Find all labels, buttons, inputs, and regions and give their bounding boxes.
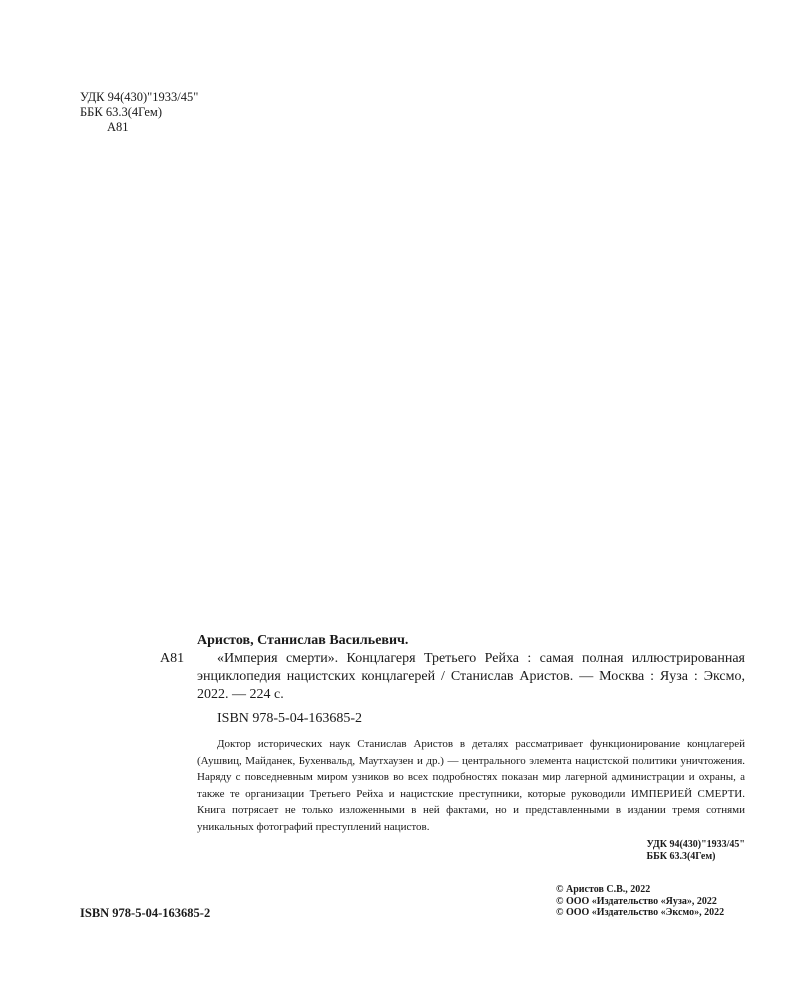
card-isbn: ISBN 978-5-04-163685-2 — [217, 711, 363, 726]
card-annotation: Доктор исторических наук Станислав Аристов в деталях рассматривает функционирование концлагерей (Аушвиц, Майданек, Бухенвальд, Маутхаузен и др.) — центрального элемента нацистской политики уничтожения. Наряду с повседневным миром узников во всех подробностях показан мир лагерной администрации и охраны, а также те организации Третьего Рейха и нацистские преступники, которые руководили ИМПЕРИЕЙ СМЕРТИ. Книга потрясает не только изложенными в ней фактами, но и представленными в издании тремя сотнями уникальных фотографий преступлений нацистов. — [197, 738, 745, 833]
cutter-code: А81 — [107, 120, 129, 134]
card-bibliographic-description: «Империя смерти». Концлагеря Третьего Рейха : самая полная иллюстрированная энциклопедия нацистских концлагерей / Станислав Аристов. — Москва : Яуза : Эксмо, 2022. — 224 с. — [197, 651, 745, 702]
bbk-code: ББК 63.3(4Гем) — [80, 105, 163, 119]
isbn-bottom: ISBN 978-5-04-163685-2 — [80, 906, 211, 920]
card-classification-codes — [160, 839, 745, 862]
top-classification-codes — [80, 90, 198, 135]
card-cutter: А81 — [160, 651, 185, 666]
card-udk: УДК 94(430)"1933/45" — [646, 839, 745, 850]
card-biblio-row — [160, 650, 745, 704]
copyright-line: © ООО «Издательство «Яуза», 2022 — [556, 895, 717, 907]
copyright-line: © Аристов С.В., 2022 — [556, 884, 651, 895]
copyright-block — [556, 884, 724, 919]
card-bbk: ББК 63.3(4Гем) — [646, 850, 716, 862]
catalog-card — [160, 632, 745, 862]
copyright-line: © ООО «Издательство «Эксмо», 2022 — [556, 907, 725, 918]
card-author: Аристов, Станислав Васильевич. — [197, 633, 409, 648]
udk-code: УДК 94(430)"1933/45" — [80, 90, 199, 104]
